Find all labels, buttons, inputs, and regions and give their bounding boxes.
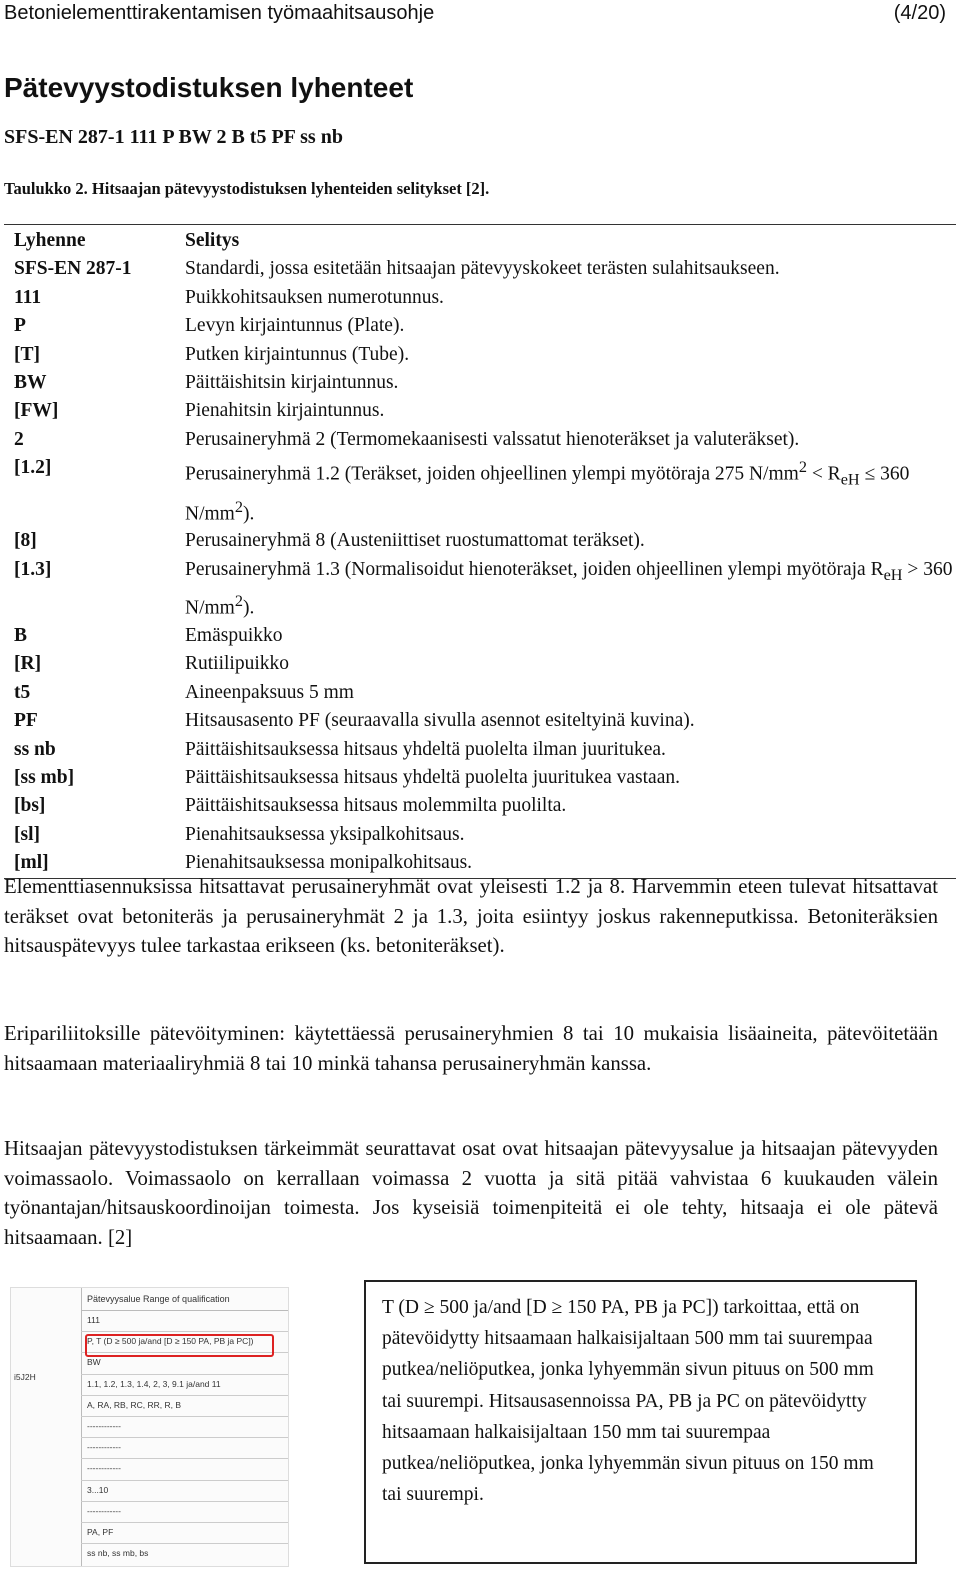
explanation-cell: Levyn kirjaintunnus (Plate). xyxy=(185,315,405,337)
note-box xyxy=(364,1280,917,1564)
abbr-cell: [1.3] xyxy=(14,558,52,580)
column-header-explanation: Selitys xyxy=(185,230,240,251)
table-row xyxy=(4,527,956,555)
section-title: Pätevyystodistuksen lyhenteet xyxy=(4,72,414,103)
explanation-cell: Puikkohitsauksen numerotunnus. xyxy=(185,286,444,308)
explanation-cell: Standardi, jossa esitetään hitsaajan pätevyyskokeet terästen sulahitsaukseen. xyxy=(185,258,780,280)
explanation-cell: Pienahitsauksessa monipalkohitsaus. xyxy=(185,852,473,874)
table-row xyxy=(4,764,956,792)
table-row xyxy=(4,650,956,678)
column-header-abbreviation: Lyhenne xyxy=(14,230,86,251)
abbr-cell: [ml] xyxy=(14,852,49,874)
table-row xyxy=(4,707,956,735)
figure-row: A, RA, RB, RC, RR, R, B xyxy=(81,1395,288,1417)
figure-row: ------------ xyxy=(81,1501,288,1523)
figure-row: 111 xyxy=(81,1310,288,1332)
table-row xyxy=(4,426,956,454)
note-text: T (D ≥ 500 ja/and [D ≥ 150 PA, PB ja PC]) tarkoittaa, että on pätevöidytty hitsaamaan halkaisijaltaan 500 mm tai suurempaa putkea/neliöputkea, jonka lyhyemmän sivun pituus on 500 mm tai suurempi. Hitsausasennoissa PA, PB ja PC on pätevöidytty hitsaamaan halkaisijaltaan 150 mm tai suurempaa putkea/neliöputkea, jonka lyhyemmän sivun pituus on 150 mm tai suurempi. xyxy=(382,1297,874,1506)
explanation-cell: Perusaineryhmä 1.2 (Teräkset, joiden ohjeellinen ylempi myötöraja 275 $N/mm^2 < R_{eH} \le 360$ $N/mm^2$). xyxy=(185,458,910,525)
table-row xyxy=(4,454,956,527)
explanation-cell: Emäspuikko xyxy=(185,624,283,646)
abbr-cell: t5 xyxy=(14,681,31,703)
explanation-cell: Perusaineryhmä 1.3 (Normalisoidut hienoteräkset, joiden ohjeellinen ylempi myötöraja $R_{eH} > 360$ $N/mm^2$). xyxy=(185,558,953,619)
table-row xyxy=(4,622,956,650)
explanation-cell: Päittäishitsin kirjaintunnus. xyxy=(185,372,399,394)
body-paragraph-validity: Hitsaajan pätevyystodistuksen tärkeimmät seurattavat osat ovat hitsaajan pätevyysalue ja hitsaajan pätevyyden voimassaolo. Voimassaolo on kerrallaan voimassa 2 vuotta ja sitä pitää vahvistaa 6 kuukauden välein työnantajan/hitsauskoordinoijan toimesta. Jos kyseisiä toimenpiteitä ei ole tehty, hitsaaja ei ole pätevä hitsaamaan. [2] xyxy=(4,1137,938,1249)
abbr-cell: [1.2] xyxy=(14,457,52,479)
table-header-row xyxy=(4,227,956,255)
figure-row: ------------ xyxy=(81,1458,288,1480)
abbr-cell: P xyxy=(14,315,26,337)
table-row xyxy=(4,821,956,849)
abbr-cell: [T] xyxy=(14,343,40,365)
explanation-cell: Rutiilipuikko xyxy=(185,653,290,675)
abbr-cell: PF xyxy=(14,710,38,732)
figure-header: Pätevyysalue Range of qualification xyxy=(81,1288,288,1311)
figure-row: P, T (D ≥ 500 ja/and [D ≥ 150 PA, PB ja PC]) xyxy=(81,1331,288,1353)
explanation-cell: Pienahitsin kirjaintunnus. xyxy=(185,400,385,422)
certificate-excerpt-figure xyxy=(10,1287,289,1567)
abbr-cell: 2 xyxy=(14,428,24,450)
figure-row: 3...10 xyxy=(81,1480,288,1502)
table-caption: Taulukko 2. Hitsaajan pätevyystodistuksen lyhenteiden selitykset [2]. xyxy=(4,179,490,198)
table-row xyxy=(4,679,956,707)
abbr-cell: [R] xyxy=(14,653,42,675)
explanation-cell: Aineenpaksuus 5 mm xyxy=(185,681,354,703)
explanation-cell: Perusaineryhmä 2 (Termomekaanisesti valssatut hienoteräkset ja valuteräkset). xyxy=(185,428,800,450)
page-header xyxy=(4,2,946,32)
standard-code: SFS-EN 287-1 111 P BW 2 B t5 PF ss nb xyxy=(4,126,343,148)
explanation-cell: Hitsausasento PF (seuraavalla sivulla asennot esiteltyinä kuvina). xyxy=(185,710,695,732)
table-row xyxy=(4,736,956,764)
figure-side-label: i5J2H xyxy=(14,1372,36,1382)
figure-row: BW xyxy=(81,1352,288,1374)
explanation-cell: Pienahitsauksessa yksipalkohitsaus. xyxy=(185,823,465,845)
figure-row: PA, PF xyxy=(81,1522,288,1544)
table-row xyxy=(4,312,956,340)
abbreviation-table xyxy=(4,224,956,879)
table-row xyxy=(4,284,956,312)
abbr-cell: ss nb xyxy=(14,738,56,760)
table-row xyxy=(4,369,956,397)
abbr-cell: 111 xyxy=(14,286,42,308)
explanation-cell: Putken kirjaintunnus (Tube). xyxy=(185,343,410,365)
figure-row: ------------ xyxy=(81,1416,288,1438)
abbr-cell: SFS-EN 287-1 xyxy=(14,258,132,280)
explanation-cell: Päittäishitsauksessa hitsaus molemmilta puolilta. xyxy=(185,795,567,817)
table-row xyxy=(4,341,956,369)
page-number: (4/20) xyxy=(893,2,946,24)
figure-row: ss nb, ss mb, bs xyxy=(87,1548,149,1559)
body-paragraph-base-materials: Elementtiasennuksissa hitsattavat perusaineryhmät ovat yleisesti 1.2 ja 8. Harvemmin eteen tulevat hitsattavat teräkset ovat betoniteräs ja perusaineryhmät 2 ja 1.3, joita esiintyy joskus rakenneputkissa. Betoniteräksien hitsauspätevyys tulee tarkastaa erikseen (ks. betoniteräkset). xyxy=(4,875,938,958)
figure-row: 1.1, 1.2, 1.3, 1.4, 2, 3, 9.1 ja/and 11 xyxy=(81,1374,288,1396)
table-row xyxy=(4,556,956,622)
abbr-cell: [bs] xyxy=(14,795,46,817)
table-row xyxy=(4,792,956,820)
abbr-cell: [ss mb] xyxy=(14,766,75,788)
abbr-cell: [sl] xyxy=(14,823,40,845)
highlight-outline xyxy=(85,1334,274,1357)
body-paragraph-dissimilar-joints: Eripariliitoksille pätevöityminen: käytettäessä perusaineryhmien 8 tai 10 mukaisia lisäaineita, pätevöitetään hitsaamaan materiaaliryhmiä 8 tai 10 minkä tahansa perusaineryhmän kanssa. xyxy=(4,1022,938,1075)
explanation-cell: Perusaineryhmä 8 (Austeniittiset ruostumattomat teräkset). xyxy=(185,530,645,552)
document-title: Betonielementtirakentamisen työmaahitsausohje xyxy=(4,2,435,24)
table-row xyxy=(4,255,956,283)
figure-row: ------------ xyxy=(81,1437,288,1459)
abbr-cell: [8] xyxy=(14,530,37,552)
explanation-cell: Päittäishitsauksessa hitsaus yhdeltä puolelta ilman juuritukea. xyxy=(185,738,666,760)
figure-side-column xyxy=(11,1288,82,1566)
abbr-cell: BW xyxy=(14,372,47,394)
explanation-cell: Päittäishitsauksessa hitsaus yhdeltä puolelta juuritukea vastaan. xyxy=(185,766,680,788)
abbr-cell: [FW] xyxy=(14,400,59,422)
table-row xyxy=(4,397,956,425)
abbr-cell: B xyxy=(14,624,28,646)
